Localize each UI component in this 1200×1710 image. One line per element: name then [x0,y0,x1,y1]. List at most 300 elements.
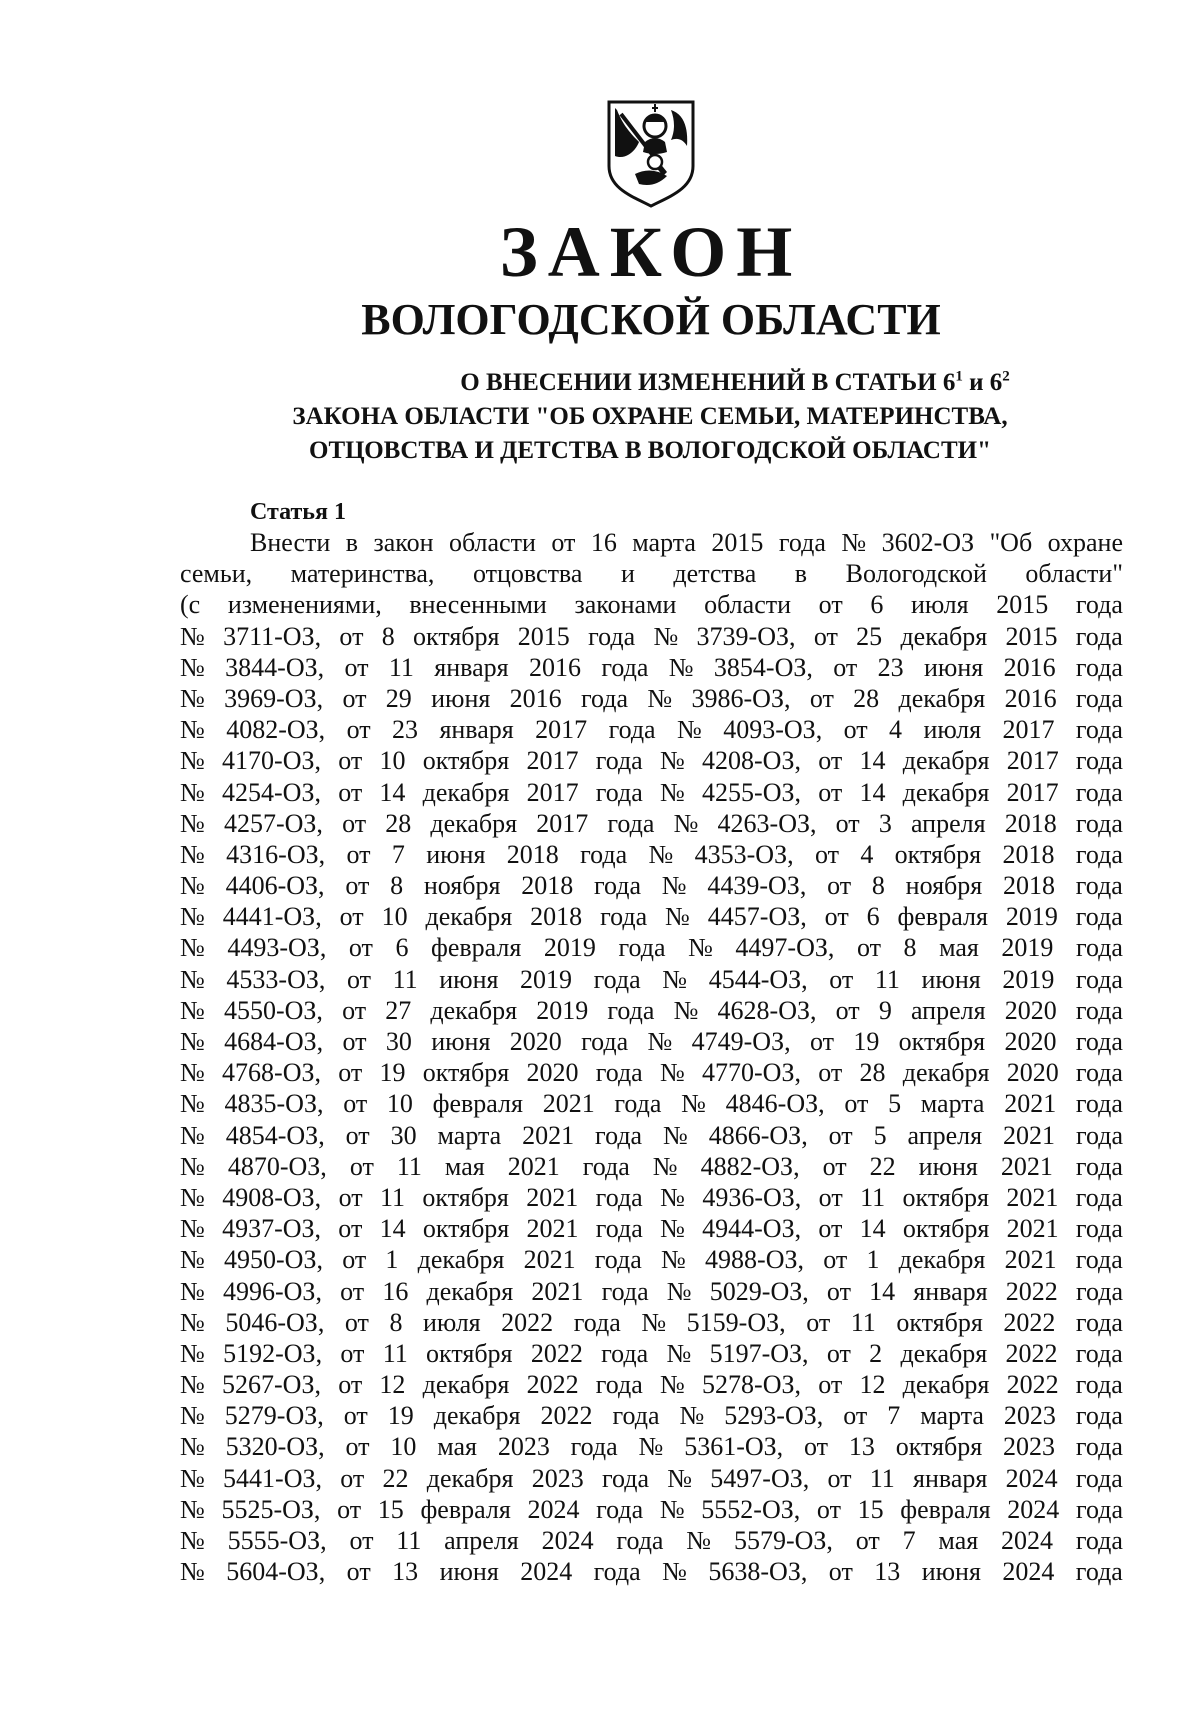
body-word: от [346,715,371,745]
body-word: ноября [423,871,501,901]
body-word: 6 [395,933,409,963]
body-word: года [601,1338,649,1368]
body-word: № [677,715,702,745]
body-word: 2015 [1005,621,1058,651]
body-word: года [1075,1276,1123,1306]
body-word: декабря [902,777,990,807]
body-word: от [818,1214,843,1244]
body-word: № [673,808,699,838]
body-word: года [1075,1151,1123,1181]
body-line [180,870,1123,901]
body-word: № [180,808,205,838]
body-word: № [180,871,205,901]
body-word: 4866-ОЗ, [708,1120,808,1150]
body-word: от [340,1463,365,1493]
body-line [180,932,1123,963]
body-word: года [1075,933,1123,963]
body-word: 5267-ОЗ, [222,1370,321,1400]
body-word: июня [439,964,499,994]
body-word: 5046-ОЗ, [225,1307,325,1337]
body-word: года [1075,1058,1123,1088]
body-word: № [180,1307,205,1337]
body-word: 19 [853,1027,880,1056]
body-word: № [660,1370,685,1400]
body-word: 2020 [1004,995,1057,1025]
law-subject-title [230,366,1070,468]
body-word: № [180,652,205,682]
body-word: декабря [433,1401,521,1431]
body-word: № [668,652,694,682]
body-word: законами [574,590,677,620]
body-word: 13 [392,1557,419,1587]
body-word: года [1075,871,1123,901]
body-word: № [180,1120,205,1150]
body-word: от [818,590,843,620]
body-word: № [641,1307,667,1337]
body-word: от [342,1245,367,1275]
body-word: № [180,746,205,776]
body-word: № [180,902,205,932]
body-word: № [661,1245,686,1275]
body-word: от [835,995,860,1025]
body-word: 8 [871,871,885,901]
body-word: 2017 [1006,746,1059,776]
body-word: 5279-ОЗ, [224,1401,324,1431]
body-word: года [1075,839,1123,869]
body-word: года [616,1526,664,1555]
body-word: № [180,1494,205,1524]
body-word: марта [920,1089,985,1119]
body-line [180,1151,1123,1182]
body-word: от [338,746,363,776]
body-word: декабря [426,1276,514,1306]
body-word: 2021 [507,1151,560,1181]
body-word: мая [939,933,979,963]
body-word: 2024 [541,1526,594,1555]
body-word: 2018 [1003,871,1056,901]
body-word: года [1075,715,1123,745]
body-word: 15 [857,1494,884,1524]
body-word: 2024 [520,1557,573,1587]
body-word: от [856,933,881,963]
body-word: от [342,1027,367,1056]
body-word: 2024 [1001,1526,1054,1555]
body-word: от [349,1526,374,1555]
body-word: от [343,1089,368,1119]
body-word: 4406-ОЗ, [225,871,325,901]
body-line [180,1494,1123,1525]
body-word: от [818,777,843,807]
body-word: апреля [910,995,986,1025]
body-word: 16 [590,528,617,557]
body-word: № [180,715,205,745]
body-line [180,1244,1123,1275]
body-word: года [1075,1338,1123,1368]
body-word: июня [923,652,984,682]
body-word: мая [444,1151,485,1181]
body-word: года [593,1557,641,1587]
body-word: № [653,621,679,651]
body-word: 28 [853,683,880,713]
body-word: 27 [385,995,412,1025]
body-word: 5029-ОЗ, [709,1276,809,1306]
body-word: года [1075,995,1123,1025]
body-word: января [913,1276,988,1306]
body-word: декабря [425,902,513,932]
body-word: 4316-ОЗ, [226,839,326,869]
body-line [180,1120,1123,1151]
body-word: 5361-ОЗ, [684,1432,784,1462]
body-word: 16 [382,1276,409,1306]
body-word: (с [180,590,201,620]
body-word: от [345,1120,370,1150]
body-word: № [666,1338,692,1368]
body-line [180,527,1123,558]
body-word: 2024 [1005,1463,1058,1493]
body-word: октября [895,1432,983,1462]
body-word: № [659,1058,685,1088]
body-word: 2021 [1004,1089,1057,1119]
body-word: от [339,902,364,932]
body-word: года [608,715,656,745]
body-word: № [660,1182,685,1212]
body-word: 2023 [1003,1432,1056,1462]
body-line [180,1026,1123,1057]
body-word: года [1075,1182,1123,1212]
body-word: № [662,1557,687,1587]
body-word: № [180,995,205,1025]
body-word: от [346,964,371,994]
body-word: 3711-ОЗ, [223,621,322,651]
body-word: 2022 [540,1401,593,1431]
body-word: № [652,1151,678,1181]
body-word: 11 [382,1338,408,1368]
body-word: 11 [874,964,900,994]
body-word: 22 [382,1463,409,1493]
body-line [180,1088,1123,1119]
body-word: от [816,1494,841,1524]
body-word: года [1075,964,1123,994]
body-word: 2022 [526,1370,579,1400]
subject-line-3: ОТЦОВСТВА И ДЕТСТВА В ВОЛОГОДСКОЙ ОБЛАСТИ" [309,437,991,464]
body-word: года [1075,1120,1123,1150]
body-word: мая [938,1526,979,1555]
body-word: 2018 [506,839,559,869]
body-word: 2021 [526,1182,579,1212]
body-word: 2023 [531,1463,584,1493]
body-word: 2019 [1005,902,1058,932]
body-word: изменениями, [227,590,382,620]
body-word: года [593,964,641,994]
body-word: № [180,1338,205,1368]
body-word: от [337,1494,362,1524]
body-word: № [180,1245,205,1275]
body-word: 4170-ОЗ, [222,746,322,776]
body-word: года [594,1245,642,1275]
body-word: года [596,1494,644,1524]
body-word: 3986-ОЗ, [691,683,791,713]
body-word: 4768-ОЗ, [222,1058,322,1088]
body-word: декабря [902,1058,990,1088]
body-word: № [180,1214,205,1244]
body-word: 6 [866,902,880,932]
body-word: года [778,528,826,557]
body-word: № [180,1151,205,1181]
body-word: 28 [859,1058,886,1088]
body-word: № [666,1276,692,1306]
body-word: 5197-ОЗ, [709,1338,809,1368]
body-word: в [794,559,808,589]
body-line [180,777,1123,808]
body-word: материнства, [290,559,435,589]
body-word: области [704,590,792,620]
body-word: № [180,1276,205,1306]
body-word: февраля [432,1089,523,1119]
body-word: года [601,1276,649,1306]
body-word: 2 [869,1338,883,1368]
body-word: 4497-ОЗ, [735,933,835,963]
body-word: и [620,559,635,589]
body-word: 2018 [530,902,583,932]
body-line [180,1057,1123,1088]
body-word: от [835,808,860,838]
body-word: февраля [900,1494,991,1524]
body-word: 11 [850,1307,876,1337]
body-word: 11 [860,1182,886,1212]
body-line [180,808,1123,839]
body-word: № [180,1058,205,1088]
body-word: декабря [898,683,986,713]
body-word: 2021 [1006,1214,1059,1244]
body-word: июня [426,839,486,869]
body-word: 1 [866,1245,880,1275]
body-word: июня [431,1027,491,1056]
body-word: года [1075,683,1123,713]
body-word: года [582,1151,630,1181]
body-word: года [1075,902,1123,932]
body-line [180,1307,1123,1338]
body-word: № [647,683,673,713]
body-word: от [818,1182,843,1212]
body-word: детства [673,559,757,589]
body-word: 4493-ОЗ, [227,933,327,963]
body-word: 5441-ОЗ, [223,1463,323,1493]
body-word: семьи, [180,559,253,589]
body-word: декабря [902,1370,990,1400]
body-word: декабря [430,808,518,838]
body-word: октября [422,1058,510,1088]
body-word: октября [413,621,500,651]
body-word: года [1075,652,1123,682]
body-line [180,1369,1123,1400]
body-word: января [913,1463,988,1493]
body-word: от [827,1463,852,1493]
body-word: 4093-ОЗ, [723,715,823,745]
body-word: года [595,1214,643,1244]
body-word: года [581,1027,629,1056]
body-word: № [180,933,205,963]
body-word: 2022 [1006,1370,1059,1400]
body-word: от [818,1370,843,1400]
body-word: 11 [869,1463,895,1493]
body-word: июля [423,1307,481,1337]
body-word: отцовства [472,559,583,589]
body-line [180,745,1123,776]
body-word: от [844,1089,869,1119]
body-word: 14 [859,1214,886,1244]
body-word: 4936-ОЗ, [702,1182,802,1212]
body-word: от [809,1027,834,1056]
body-word: № [180,621,205,651]
body-word: охране [1047,528,1123,557]
body-word: № [841,528,867,557]
body-word: года [595,777,643,807]
body-line [180,621,1123,652]
body-word: 5604-ОЗ, [226,1557,326,1587]
body-word: 2021 [526,1214,579,1244]
body-word: 4254-ОЗ, [222,777,321,807]
body-word: года [1075,1463,1123,1493]
body-line [180,964,1123,995]
body-word: года [1075,1307,1123,1337]
body-word: 12 [379,1370,406,1400]
body-word: октября [898,1027,986,1056]
body-word: 2021 [1004,1245,1057,1275]
body-word: 15 [377,1494,404,1524]
body-word: года [1075,1401,1123,1431]
body-word: 14 [859,777,886,807]
body-word: июня [439,1557,499,1587]
body-word: 4937-ОЗ, [222,1214,322,1244]
body-word: года [601,1463,649,1493]
body-word: № [180,1557,205,1587]
body-word: 13 [874,1557,901,1587]
body-word: года [1075,1214,1123,1244]
body-word: 3854-ОЗ, [713,652,813,682]
body-word: области [448,528,536,557]
body-word: 7 [887,1401,901,1431]
body-word: декабря [898,1245,986,1275]
body-word: № [673,995,699,1025]
body-word: от [833,652,858,682]
body-word: 2017 [536,808,589,838]
body-word: 2015 [517,621,570,651]
body-word: 2017 [1002,715,1055,745]
body-word: 2021 [542,1089,595,1119]
body-word: марта [437,1120,502,1150]
body-word: 10 [386,1089,413,1119]
body-line [180,714,1123,745]
body-word: 4 [889,715,903,745]
body-word: апреля [907,1120,983,1150]
body-word: 2016 [528,652,581,682]
body-word: 4441-ОЗ, [222,902,322,932]
body-word: 7 [391,839,405,869]
body-word: декабря [422,777,510,807]
region-title: ВОЛОГОДСКОЙ ОБЛАСТИ [361,295,941,344]
body-word: от [827,871,852,901]
body-word: 30 [390,1120,417,1150]
body-word: 11 [379,1182,406,1212]
body-word: июля [910,590,969,620]
body-word: 11 [396,1151,422,1181]
body-word: от [342,995,367,1025]
body-word: от [813,621,838,651]
body-word: года [1075,1526,1123,1555]
body-word: декабря [426,1463,514,1493]
body-word: 4835-ОЗ, [224,1089,324,1119]
body-word: 10 [379,746,406,776]
body-word: от [828,1557,853,1587]
subject-line-1-text: О ВНЕСЕНИИ ИЗМЕНЕНИЙ В СТАТЬИ 6 [460,369,956,396]
body-word: 6 [870,590,884,620]
body-word: 2021 [1000,1151,1053,1181]
body-word: июня [921,964,981,994]
body-word: 2019 [520,964,573,994]
body-word: 4908-ОЗ, [222,1182,322,1212]
body-line [180,1400,1123,1431]
body-word: 30 [385,1027,412,1056]
body-line [180,1431,1123,1462]
body-word: года [614,1089,662,1119]
body-word: 23 [877,652,904,682]
body-word: 4870-ОЗ, [227,1151,327,1181]
body-word: от [814,839,839,869]
body-word: от [823,1245,848,1275]
body-word: года [588,621,636,651]
body-word: области" [1025,559,1123,589]
body-word: года [1075,808,1123,838]
body-word: закон [373,528,434,557]
body-word: 11 [396,1526,422,1555]
body-word: 2024 [527,1494,580,1524]
body-word: от [338,1058,363,1088]
body-word: года [570,1432,618,1462]
body-word: 2019 [536,995,589,1025]
document-type-title: ЗАКОН [499,212,803,292]
body-word: 1 [385,1245,399,1275]
body-word: № [180,1526,205,1555]
body-word: 14 [379,1214,406,1244]
body-word: 2022 [1005,1338,1058,1368]
body-word: июня [921,1557,981,1587]
body-word: года [1075,1557,1123,1587]
body-line [180,901,1123,932]
body-word: № [660,777,685,807]
body-word: 4 [860,839,874,869]
body-word: 14 [859,746,886,776]
body-word: 7 [902,1526,916,1555]
body-word: года [601,652,649,682]
body-word: марта [632,528,696,557]
body-word: 5 [888,1089,902,1119]
body-word: 9 [878,995,892,1025]
body-word: июня [918,1151,978,1181]
body-word: 4082-ОЗ, [226,715,326,745]
body-word: года [595,746,643,776]
body-word: мая [437,1432,477,1462]
body-word: года [1075,1245,1123,1275]
body-word: марта [920,1401,984,1431]
body-word: 5159-ОЗ, [686,1307,786,1337]
body-word: 5497-ОЗ, [710,1463,810,1493]
body-word: № [686,1526,712,1555]
body-line [180,1276,1123,1307]
body-word: № [180,839,205,869]
body-word: 4846-ОЗ, [725,1089,825,1119]
body-word: от [338,1214,363,1244]
body-word: внесенными [409,590,547,620]
